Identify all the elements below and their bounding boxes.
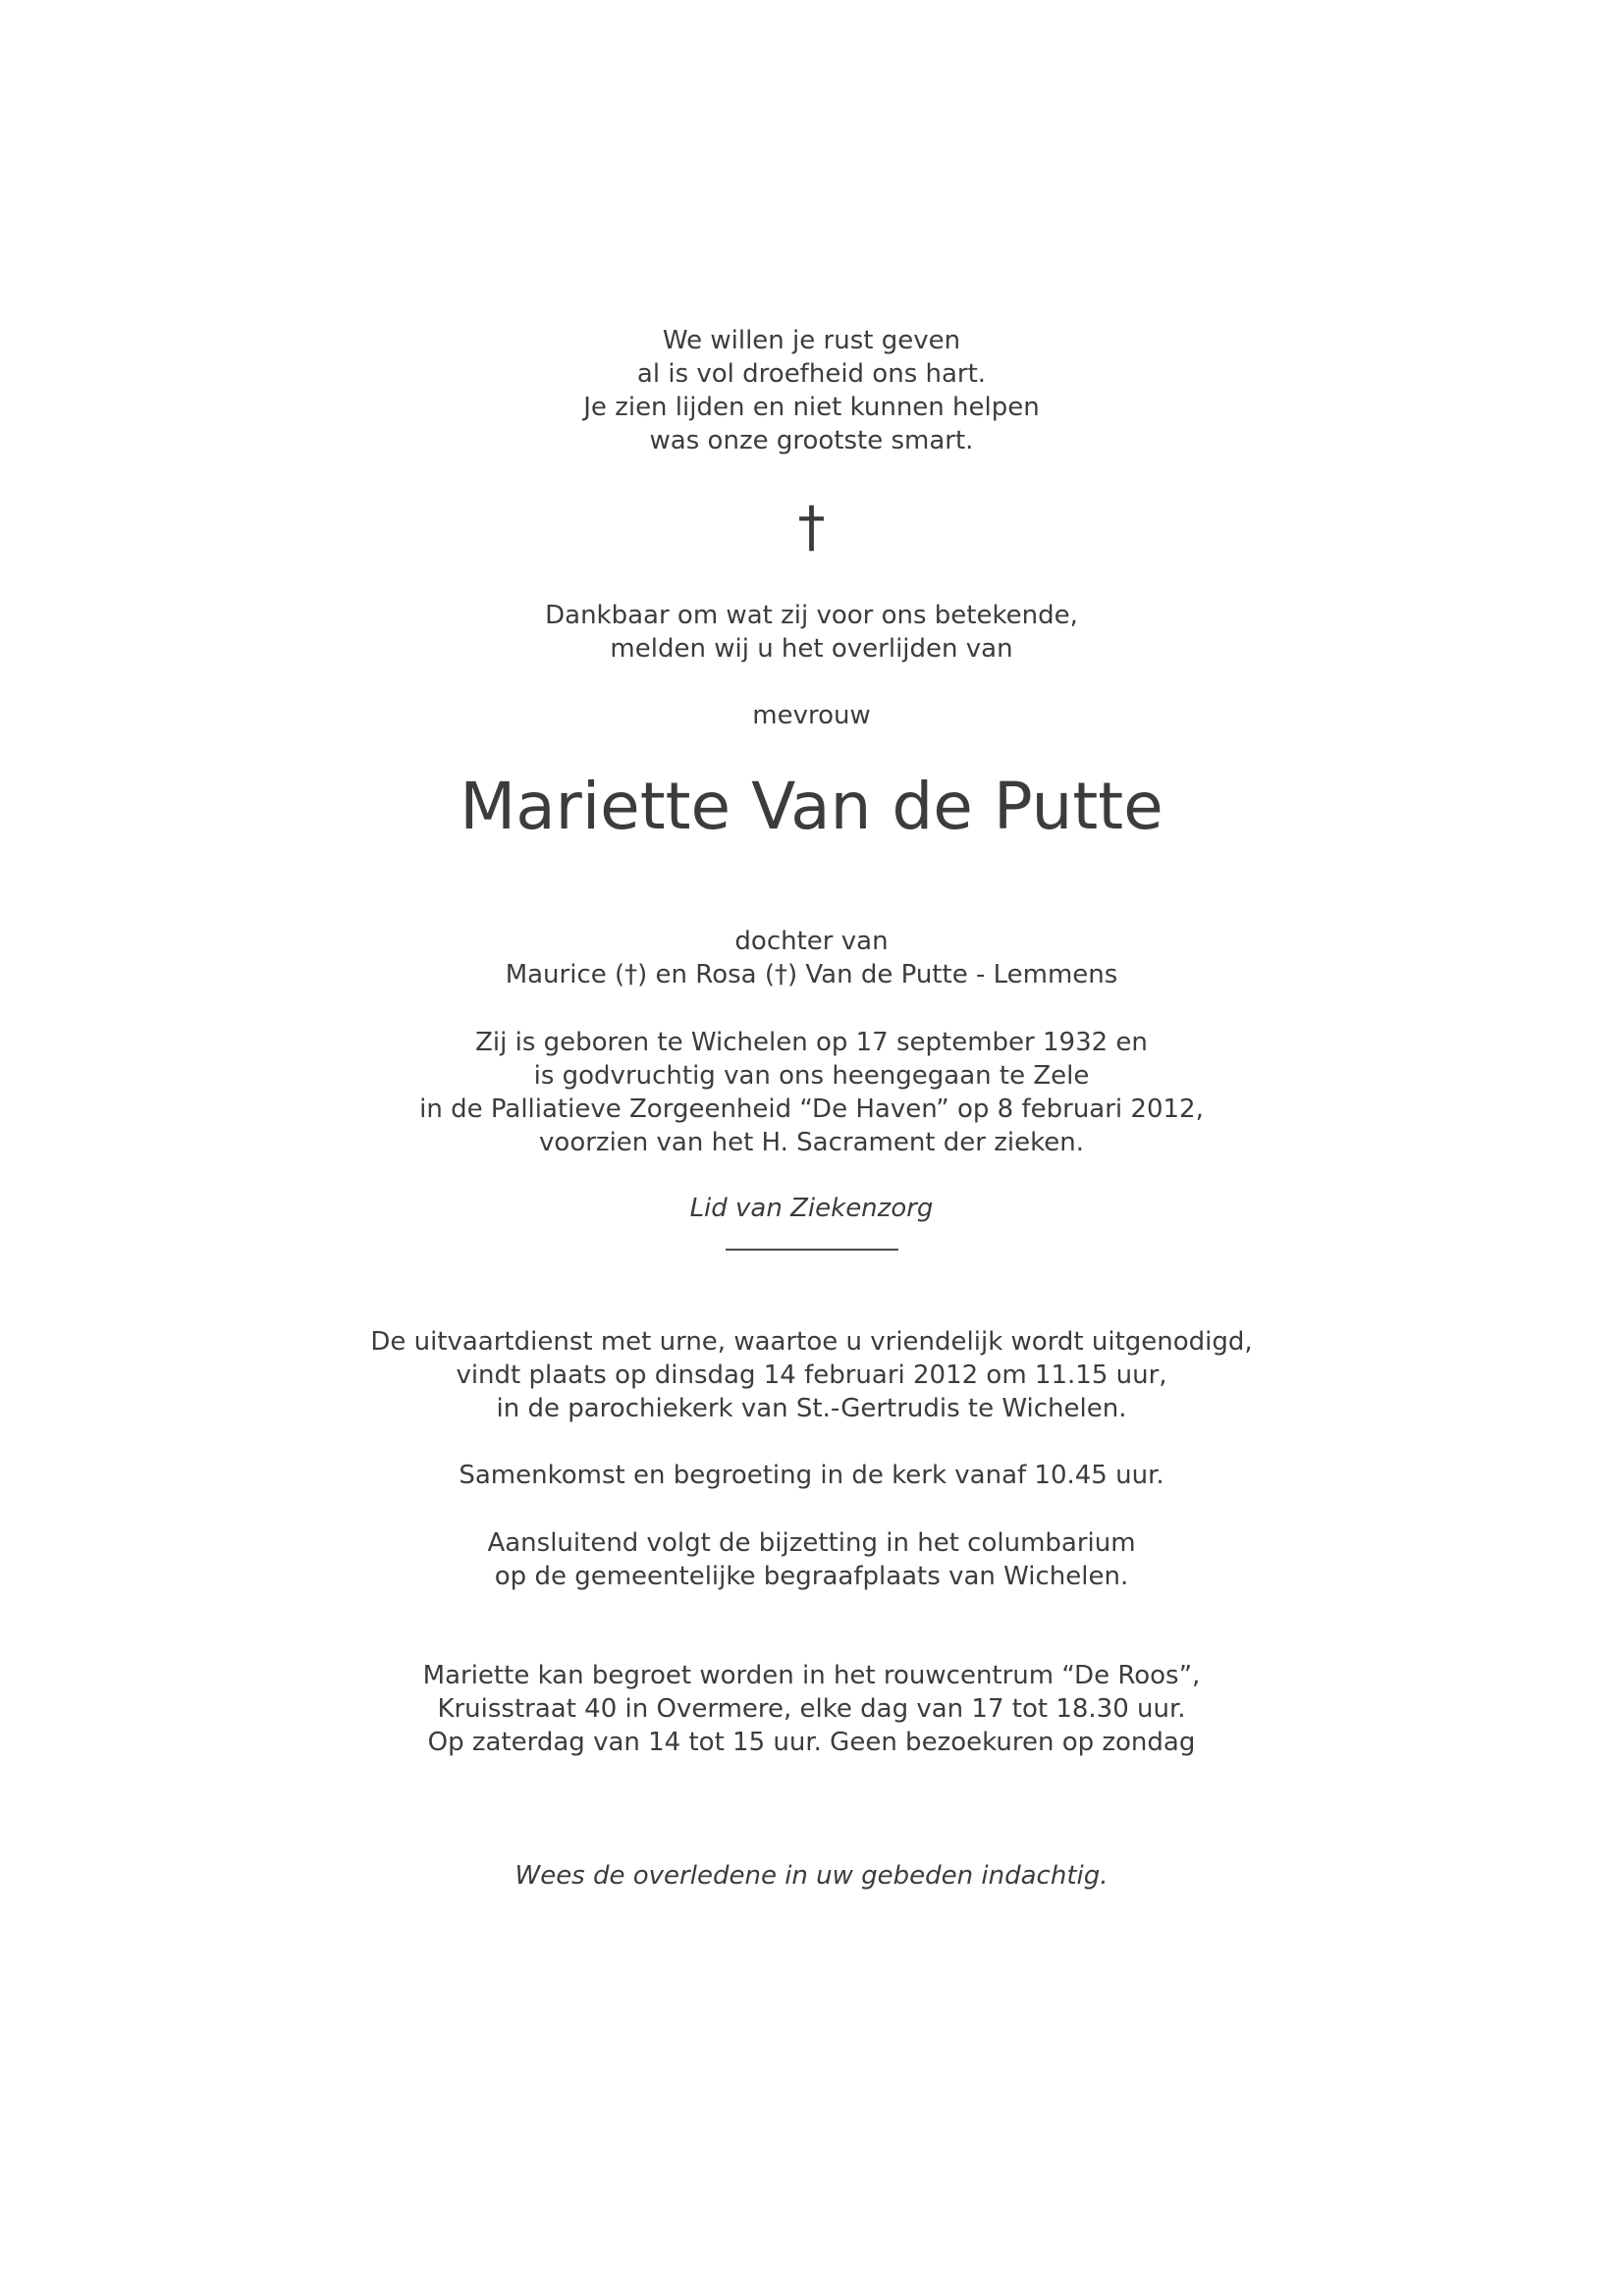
funeral-details: [0, 1325, 1623, 1425]
visitation-line: Mariette kan begroet worden in het rouwcentrum “De Roos”,: [422, 1661, 1201, 1690]
funeral-line: De uitvaartdienst met urne, waartoe u vriendelijk wordt uitgenodigd,: [370, 1327, 1253, 1357]
membership: Lid van Ziekenzorg: [689, 1194, 934, 1223]
parents: [0, 925, 1623, 991]
poem-line: was onze grootste smart.: [649, 426, 974, 455]
parents-line: Maurice (†) en Rosa (†) Van de Putte - Lemmens: [505, 960, 1118, 989]
visitation-line: Op zaterdag van 14 tot 15 uur. Geen bezoekuren op zondag: [427, 1728, 1196, 1757]
poem-line: We willen je rust geven: [662, 326, 961, 355]
gathering: Samenkomst en begroeting in de kerk vanaf 10.45 uur.: [459, 1461, 1164, 1490]
parents-line: dochter van: [734, 927, 889, 956]
announcement-line: melden wij u het overlijden van: [610, 634, 1013, 664]
funeral-line: in de parochiekerk van St.-Gertrudis te Wichelen.: [496, 1394, 1127, 1423]
cross-icon: †: [797, 496, 826, 560]
closing-prayer: Wees de overledene in uw gebeden indachtig.: [514, 1861, 1109, 1891]
interment-line: Aansluitend volgt de bijzetting in het columbarium: [487, 1528, 1136, 1558]
title-prefix: mevrouw: [752, 701, 871, 730]
visitation: [0, 1659, 1623, 1759]
interment-line: op de gemeentelijke begraafplaats van Wichelen.: [494, 1562, 1129, 1591]
biography: [0, 1026, 1623, 1159]
visitation-line: Kruisstraat 40 in Overmere, elke dag van 17 tot 18.30 uur.: [437, 1694, 1186, 1724]
announcement: [0, 599, 1623, 666]
deceased-name: Mariette Van de Putte: [460, 769, 1163, 844]
biography-line: voorzien van het H. Sacrament der zieken.: [539, 1128, 1084, 1157]
poem: [0, 324, 1623, 457]
biography-line: is godvruchtig van ons heengegaan te Zele: [533, 1061, 1090, 1091]
announcement-line: Dankbaar om wat zij voor ons betekende,: [545, 601, 1078, 630]
biography-line: Zij is geboren te Wichelen op 17 september 1932 en: [475, 1028, 1148, 1057]
funeral-line: vindt plaats op dinsdag 14 februari 2012 om 11.15 uur,: [456, 1361, 1167, 1390]
interment: [0, 1526, 1623, 1593]
biography-line: in de Palliatieve Zorgeenheid “De Haven” op 8 februari 2012,: [419, 1095, 1204, 1124]
poem-line: al is vol droefheid ons hart.: [636, 359, 987, 389]
divider: [726, 1249, 898, 1251]
poem-line: Je zien lijden en niet kunnen helpen: [583, 393, 1040, 422]
